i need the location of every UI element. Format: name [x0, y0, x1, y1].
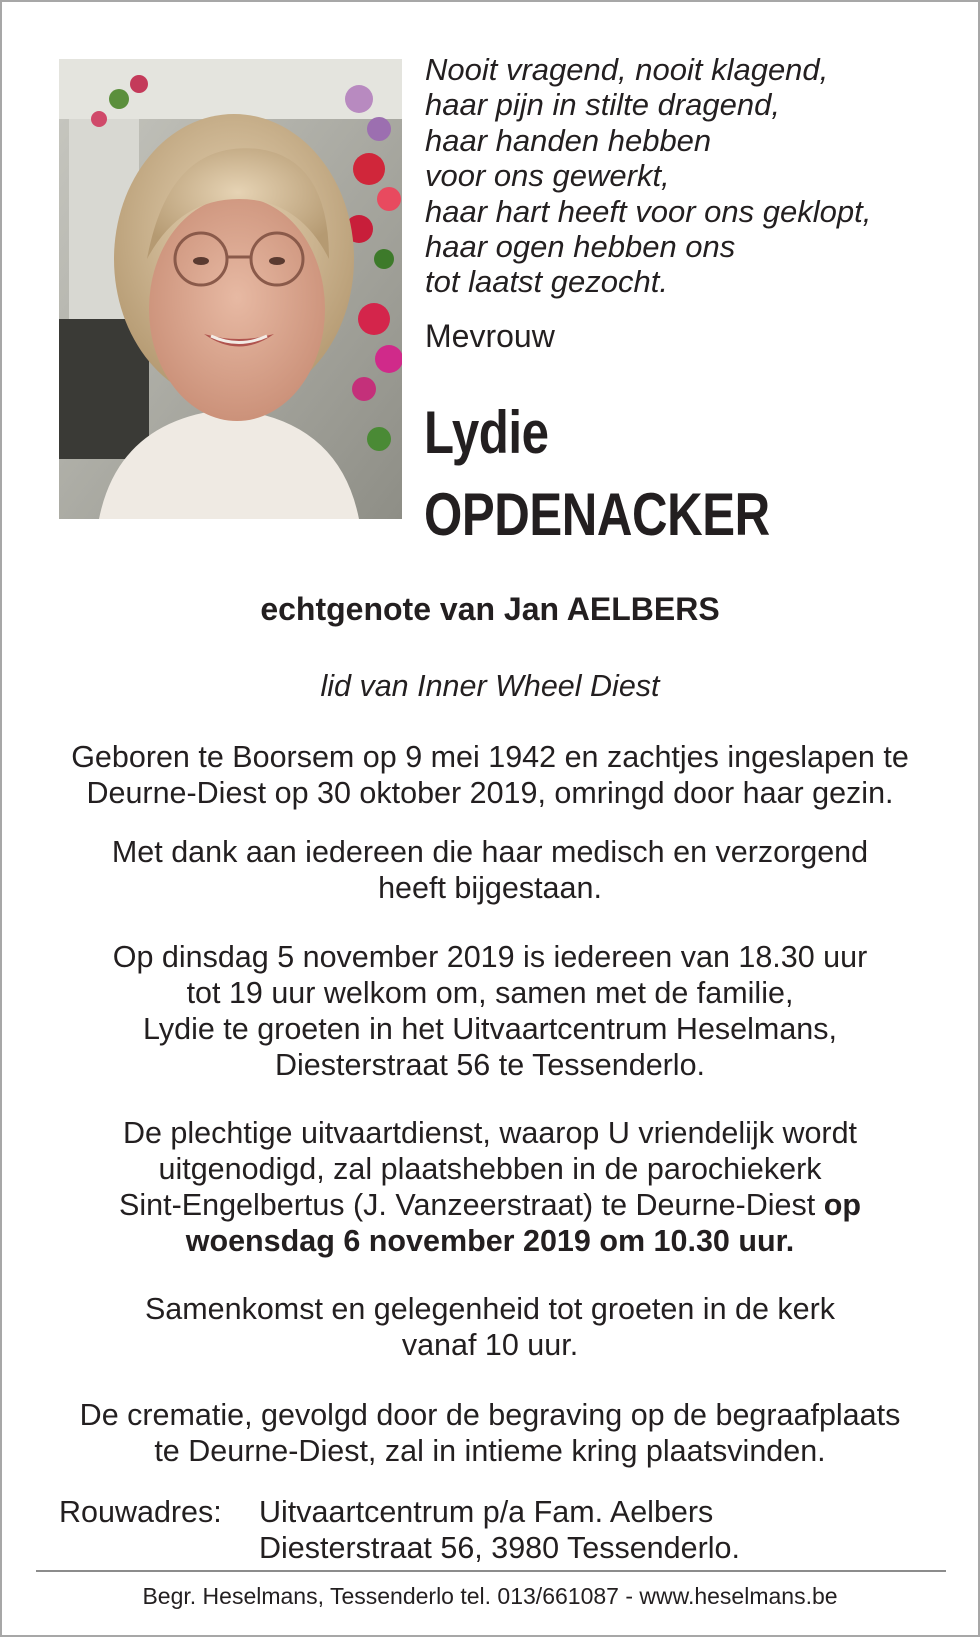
paragraph-line: Geboren te Boorsem op 9 mei 1942 en zachtjes ingeslapen te: [71, 740, 909, 774]
membership-line: lid van Inner Wheel Diest: [320, 669, 660, 703]
paragraph-line: te Deurne-Diest, zal in intieme kring plaatsvinden.: [154, 1434, 826, 1468]
poem-line: haar handen hebben: [425, 122, 712, 158]
poem-line: tot laatst gezocht.: [425, 264, 668, 300]
paragraph-line: vanaf 10 uur.: [401, 1328, 579, 1362]
address-line: Uitvaartcentrum p/a Fam. Aelbers: [259, 1495, 714, 1529]
paragraph-line: De plechtige uitvaartdienst, waarop U vriendelijk wordt: [122, 1116, 858, 1150]
portrait-photo: [59, 59, 402, 519]
paragraph-line: heeft bijgestaan.: [378, 871, 602, 905]
poem-line: haar pijn in stilte dragend,: [425, 87, 781, 123]
honorific: Mevrouw: [425, 318, 555, 354]
last-name: OPDENACKER: [424, 481, 770, 548]
first-name: Lydie: [424, 399, 549, 466]
service-date: woensdag 6 november 2019 om 10.30 uur.: [185, 1224, 795, 1258]
service-location-text: Sint-Engelbertus (J. Vanzeerstraat) te Deurne-Diest: [119, 1188, 824, 1222]
poem-line: voor ons gewerkt,: [425, 158, 670, 194]
thanks-paragraph: [0, 834, 980, 906]
paragraph-line: Diesterstraat 56 te Tessenderlo.: [274, 1048, 706, 1082]
footer-divider: [36, 1570, 946, 1572]
service-paragraph: [0, 1115, 980, 1259]
service-date-lead: op: [823, 1188, 861, 1222]
poem-line: haar ogen hebben ons: [425, 229, 736, 265]
address-block: [259, 1494, 740, 1566]
paragraph-line: Met dank aan iedereen die haar medisch en verzorgend: [111, 835, 869, 869]
paragraph-line: Samenkomst en gelegenheid tot groeten in de kerk: [144, 1292, 836, 1326]
paragraph-line: [0, 1187, 980, 1223]
cremation-paragraph: [0, 1397, 980, 1469]
poem-line: Nooit vragend, nooit klagend,: [425, 52, 829, 87]
poem-line: haar hart heeft voor ons geklopt,: [425, 193, 872, 229]
paragraph-line: uitgenodigd, zal plaatshebben in de parochiekerk: [158, 1152, 822, 1186]
paragraph-line: Op dinsdag 5 november 2019 is iedereen van 18.30 uur: [112, 940, 868, 974]
paragraph-line: tot 19 uur welkom om, samen met de familie,: [186, 976, 794, 1010]
paragraph-line: De crematie, gevolgd door de begraving op de begraafplaats: [79, 1398, 901, 1432]
paragraph-line: Lydie te groeten in het Uitvaartcentrum Heselmans,: [143, 1012, 837, 1046]
footer-contact: Begr. Heselmans, Tessenderlo tel. 013/661087 - www.heselmans.be: [142, 1583, 838, 1609]
birth-death-paragraph: [0, 739, 980, 811]
spouse-line: echtgenote van Jan AELBERS: [260, 591, 720, 627]
address-label: Rouwadres:: [59, 1495, 222, 1529]
poem: [425, 52, 945, 300]
address-line: Diesterstraat 56, 3980 Tessenderlo.: [259, 1531, 740, 1565]
visitation-paragraph: [0, 939, 980, 1083]
paragraph-line: Deurne-Diest op 30 oktober 2019, omringd door haar gezin.: [86, 776, 894, 810]
gathering-paragraph: [0, 1291, 980, 1363]
